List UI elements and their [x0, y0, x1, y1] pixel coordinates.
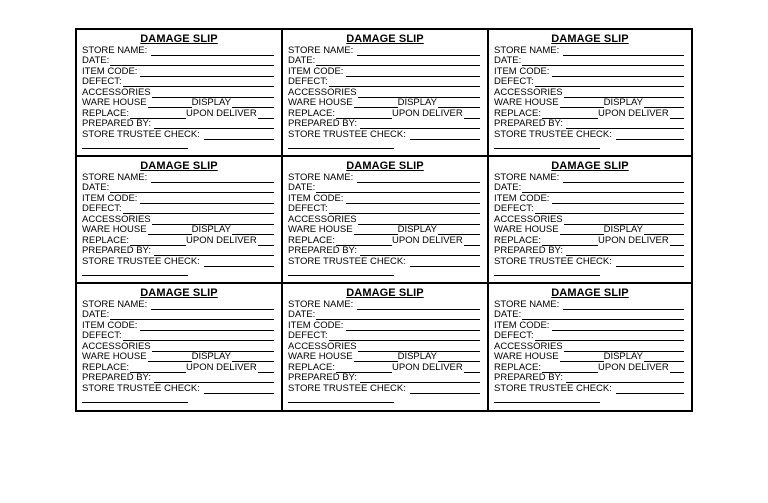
defect-field[interactable] — [82, 77, 274, 87]
date-label: DATE: — [288, 55, 316, 66]
defect-line[interactable] — [123, 332, 274, 341]
store-trustee-check-field[interactable] — [288, 130, 480, 140]
date-line[interactable] — [522, 184, 684, 193]
damage-slip-sheet — [75, 28, 693, 412]
date-label: DATE: — [494, 309, 522, 320]
store-trustee-check-label: STORE TRUSTEE CHECK: — [494, 383, 612, 394]
display-label: DISPLAY — [191, 97, 232, 108]
store-name-line[interactable] — [563, 47, 684, 56]
signature-line[interactable] — [288, 402, 394, 403]
ware-house-label: WARE HOUSE — [494, 351, 559, 362]
date-line[interactable] — [110, 57, 274, 66]
store-name-field[interactable] — [82, 173, 274, 183]
prepared-by-line[interactable] — [360, 120, 480, 129]
prepared-by-label: PREPARED BY: — [288, 245, 357, 256]
date-field[interactable] — [82, 183, 274, 193]
store-trustee-check-field[interactable] — [82, 384, 274, 394]
item-code-label: ITEM CODE: — [494, 193, 550, 204]
store-name-field[interactable] — [288, 300, 480, 310]
upon-deliver-label: UPON DELIVER — [598, 362, 669, 373]
replace-label: REPLACE: — [82, 235, 129, 246]
slip-title: DAMAGE SLIP — [346, 33, 424, 45]
replace-label: REPLACE: — [82, 362, 129, 373]
store-trustee-check-field[interactable] — [82, 257, 274, 267]
store-name-line[interactable] — [151, 174, 274, 183]
date-line[interactable] — [316, 57, 480, 66]
accessories-label: ACCESSORIES — [82, 341, 151, 352]
ware-house-line[interactable] — [148, 226, 192, 235]
prepared-by-label: PREPARED BY: — [494, 245, 563, 256]
item-code-label: ITEM CODE: — [82, 320, 138, 331]
upon-deliver-label: UPON DELIVER — [186, 108, 257, 119]
item-code-label: ITEM CODE: — [288, 320, 344, 331]
damage-slip-r3-c1 — [77, 284, 283, 410]
display-line[interactable] — [644, 226, 684, 235]
date-label: DATE: — [82, 309, 110, 320]
display-label: DISPLAY — [603, 97, 644, 108]
store-trustee-check-line[interactable] — [204, 131, 274, 140]
item-code-line[interactable] — [140, 322, 274, 331]
defect-line[interactable] — [329, 205, 480, 214]
warehouse-display-field[interactable] — [288, 98, 480, 108]
signature-line[interactable] — [494, 402, 600, 403]
ware-house-label: WARE HOUSE — [288, 97, 353, 108]
defect-label: DEFECT: — [82, 203, 122, 214]
prepared-by-field[interactable] — [288, 373, 480, 383]
defect-label: DEFECT: — [494, 76, 534, 87]
accessories-label: ACCESSORIES — [494, 341, 563, 352]
upon-deliver-line[interactable] — [670, 364, 684, 373]
prepared-by-line[interactable] — [360, 374, 480, 383]
slip-title: DAMAGE SLIP — [551, 287, 629, 299]
ware-house-label: WARE HOUSE — [494, 97, 559, 108]
prepared-by-field[interactable] — [82, 119, 274, 129]
prepared-by-label: PREPARED BY: — [82, 118, 151, 129]
date-label: DATE: — [288, 309, 316, 320]
store-trustee-check-line[interactable] — [616, 385, 684, 394]
upon-deliver-line[interactable] — [464, 364, 480, 373]
date-field[interactable] — [494, 56, 684, 66]
defect-line[interactable] — [123, 205, 274, 214]
warehouse-display-field[interactable] — [288, 352, 480, 362]
store-name-line[interactable] — [357, 301, 480, 310]
display-line[interactable] — [438, 353, 480, 362]
store-name-field[interactable] — [494, 173, 684, 183]
damage-slip-r3-c3 — [489, 284, 691, 410]
prepared-by-line[interactable] — [566, 374, 684, 383]
ware-house-label: WARE HOUSE — [494, 224, 559, 235]
replace-label: REPLACE: — [288, 235, 335, 246]
upon-deliver-line[interactable] — [464, 237, 480, 246]
date-label: DATE: — [82, 55, 110, 66]
slip-title: DAMAGE SLIP — [551, 160, 629, 172]
slip-title: DAMAGE SLIP — [551, 33, 629, 45]
item-code-line[interactable] — [552, 68, 684, 77]
date-field[interactable] — [82, 310, 274, 320]
item-code-line[interactable] — [552, 195, 684, 204]
ware-house-line[interactable] — [354, 353, 398, 362]
store-name-line[interactable] — [357, 47, 480, 56]
date-label: DATE: — [82, 182, 110, 193]
damage-slip-r2-c3 — [489, 157, 691, 284]
replace-label: REPLACE: — [288, 362, 335, 373]
prepared-by-line[interactable] — [154, 374, 274, 383]
prepared-by-label: PREPARED BY: — [288, 118, 357, 129]
accessories-label: ACCESSORIES — [82, 214, 151, 225]
date-label: DATE: — [288, 182, 316, 193]
display-line[interactable] — [438, 99, 480, 108]
store-trustee-check-field[interactable] — [494, 384, 684, 394]
store-trustee-check-line[interactable] — [204, 385, 274, 394]
store-name-label: STORE NAME: — [288, 45, 354, 56]
replace-label: REPLACE: — [494, 362, 541, 373]
store-trustee-check-line[interactable] — [616, 258, 684, 267]
defect-line[interactable] — [535, 332, 684, 341]
defect-field[interactable] — [494, 331, 684, 341]
damage-slip-r1-c1 — [77, 30, 283, 157]
date-field[interactable] — [82, 56, 274, 66]
ware-house-line[interactable] — [148, 99, 192, 108]
date-field[interactable] — [494, 310, 684, 320]
item-code-label: ITEM CODE: — [288, 193, 344, 204]
display-label: DISPLAY — [603, 351, 644, 362]
upon-deliver-line[interactable] — [258, 364, 274, 373]
date-line[interactable] — [522, 311, 684, 320]
display-label: DISPLAY — [191, 351, 232, 362]
upon-deliver-line[interactable] — [670, 237, 684, 246]
upon-deliver-label: UPON DELIVER — [598, 235, 669, 246]
slip-title: DAMAGE SLIP — [346, 287, 424, 299]
slip-grid — [77, 30, 691, 410]
store-trustee-check-label: STORE TRUSTEE CHECK: — [288, 129, 406, 140]
ware-house-line[interactable] — [560, 353, 604, 362]
item-code-line[interactable] — [140, 195, 274, 204]
prepared-by-line[interactable] — [154, 247, 274, 256]
ware-house-label: WARE HOUSE — [82, 224, 147, 235]
item-code-line[interactable] — [346, 195, 480, 204]
accessories-label: ACCESSORIES — [494, 87, 563, 98]
store-name-label: STORE NAME: — [82, 299, 148, 310]
store-trustee-check-field[interactable] — [288, 257, 480, 267]
display-line[interactable] — [232, 99, 274, 108]
ware-house-label: WARE HOUSE — [288, 351, 353, 362]
defect-label: DEFECT: — [494, 330, 534, 341]
store-name-line[interactable] — [151, 301, 274, 310]
display-line[interactable] — [644, 353, 684, 362]
prepared-by-line[interactable] — [360, 247, 480, 256]
store-name-label: STORE NAME: — [82, 45, 148, 56]
damage-slip-r1-c3 — [489, 30, 691, 157]
store-trustee-check-line[interactable] — [204, 258, 274, 267]
damage-slip-r3-c2 — [283, 284, 489, 410]
signature-line[interactable] — [288, 275, 394, 276]
store-name-label: STORE NAME: — [82, 172, 148, 183]
store-trustee-check-label: STORE TRUSTEE CHECK: — [82, 383, 200, 394]
item-code-line[interactable] — [346, 322, 480, 331]
defect-label: DEFECT: — [288, 203, 328, 214]
defect-field[interactable] — [82, 204, 274, 214]
display-label: DISPLAY — [397, 97, 438, 108]
display-label: DISPLAY — [603, 224, 644, 235]
store-trustee-check-label: STORE TRUSTEE CHECK: — [494, 129, 612, 140]
date-field[interactable] — [288, 56, 480, 66]
prepared-by-label: PREPARED BY: — [288, 372, 357, 383]
display-label: DISPLAY — [397, 351, 438, 362]
prepared-by-field[interactable] — [494, 246, 684, 256]
upon-deliver-label: UPON DELIVER — [186, 362, 257, 373]
slip-title: DAMAGE SLIP — [346, 160, 424, 172]
item-code-line[interactable] — [552, 322, 684, 331]
defect-label: DEFECT: — [288, 76, 328, 87]
defect-label: DEFECT: — [82, 330, 122, 341]
date-field[interactable] — [494, 183, 684, 193]
replace-label: REPLACE: — [494, 235, 541, 246]
store-trustee-check-label: STORE TRUSTEE CHECK: — [82, 129, 200, 140]
display-line[interactable] — [438, 226, 480, 235]
date-label: DATE: — [494, 182, 522, 193]
ware-house-line[interactable] — [354, 99, 398, 108]
replace-label: REPLACE: — [288, 108, 335, 119]
prepared-by-line[interactable] — [154, 120, 274, 129]
defect-field[interactable] — [288, 204, 480, 214]
store-name-field[interactable] — [82, 46, 274, 56]
upon-deliver-line[interactable] — [258, 237, 274, 246]
ware-house-line[interactable] — [354, 226, 398, 235]
display-line[interactable] — [232, 353, 274, 362]
defect-field[interactable] — [288, 77, 480, 87]
signature-line[interactable] — [288, 148, 394, 149]
defect-line[interactable] — [535, 78, 684, 87]
display-label: DISPLAY — [397, 224, 438, 235]
date-line[interactable] — [522, 57, 684, 66]
store-name-field[interactable] — [494, 300, 684, 310]
prepared-by-line[interactable] — [566, 120, 684, 129]
accessories-label: ACCESSORIES — [494, 214, 563, 225]
signature-line[interactable] — [82, 275, 188, 276]
warehouse-display-field[interactable] — [82, 225, 274, 235]
prepared-by-line[interactable] — [566, 247, 684, 256]
date-line[interactable] — [316, 184, 480, 193]
upon-deliver-line[interactable] — [464, 110, 480, 119]
warehouse-display-field[interactable] — [494, 225, 684, 235]
signature-line[interactable] — [494, 275, 600, 276]
prepared-by-label: PREPARED BY: — [82, 372, 151, 383]
store-trustee-check-label: STORE TRUSTEE CHECK: — [288, 383, 406, 394]
defect-label: DEFECT: — [288, 330, 328, 341]
upon-deliver-label: UPON DELIVER — [598, 108, 669, 119]
display-line[interactable] — [232, 226, 274, 235]
upon-deliver-label: UPON DELIVER — [392, 235, 463, 246]
prepared-by-label: PREPARED BY: — [494, 118, 563, 129]
damage-slip-r1-c2 — [283, 30, 489, 157]
store-name-label: STORE NAME: — [494, 45, 560, 56]
upon-deliver-line[interactable] — [670, 110, 684, 119]
store-trustee-check-label: STORE TRUSTEE CHECK: — [494, 256, 612, 267]
accessories-label: ACCESSORIES — [82, 87, 151, 98]
date-label: DATE: — [494, 55, 522, 66]
date-line[interactable] — [316, 311, 480, 320]
accessories-label: ACCESSORIES — [288, 214, 357, 225]
signature-line[interactable] — [82, 148, 188, 149]
date-field[interactable] — [288, 183, 480, 193]
store-name-label: STORE NAME: — [288, 172, 354, 183]
slip-title: DAMAGE SLIP — [140, 160, 218, 172]
item-code-label: ITEM CODE: — [288, 66, 344, 77]
item-code-line[interactable] — [140, 68, 274, 77]
date-line[interactable] — [110, 311, 274, 320]
replace-label: REPLACE: — [494, 108, 541, 119]
store-trustee-check-field[interactable] — [494, 257, 684, 267]
store-trustee-check-field[interactable] — [288, 384, 480, 394]
defect-field[interactable] — [494, 77, 684, 87]
defect-field[interactable] — [82, 331, 274, 341]
date-field[interactable] — [288, 310, 480, 320]
store-name-line[interactable] — [563, 301, 684, 310]
store-trustee-check-label: STORE TRUSTEE CHECK: — [288, 256, 406, 267]
store-name-line[interactable] — [357, 174, 480, 183]
defect-line[interactable] — [329, 332, 480, 341]
store-name-label: STORE NAME: — [494, 299, 560, 310]
store-name-label: STORE NAME: — [494, 172, 560, 183]
item-code-label: ITEM CODE: — [82, 193, 138, 204]
date-line[interactable] — [110, 184, 274, 193]
signature-line[interactable] — [82, 402, 188, 403]
item-code-label: ITEM CODE: — [82, 66, 138, 77]
replace-label: REPLACE: — [82, 108, 129, 119]
item-code-label: ITEM CODE: — [494, 66, 550, 77]
store-trustee-check-line[interactable] — [616, 131, 684, 140]
prepared-by-field[interactable] — [288, 246, 480, 256]
store-name-field[interactable] — [494, 46, 684, 56]
signature-line[interactable] — [494, 148, 600, 149]
ware-house-label: WARE HOUSE — [82, 97, 147, 108]
prepared-by-field[interactable] — [494, 373, 684, 383]
store-name-label: STORE NAME: — [288, 299, 354, 310]
store-name-field[interactable] — [288, 173, 480, 183]
slip-title: DAMAGE SLIP — [140, 287, 218, 299]
defect-field[interactable] — [288, 331, 480, 341]
store-trustee-check-line[interactable] — [410, 258, 480, 267]
warehouse-display-field[interactable] — [494, 98, 684, 108]
warehouse-display-field[interactable] — [82, 352, 274, 362]
defect-field[interactable] — [494, 204, 684, 214]
store-trustee-check-line[interactable] — [410, 385, 480, 394]
store-trustee-check-line[interactable] — [410, 131, 480, 140]
warehouse-display-field[interactable] — [288, 225, 480, 235]
prepared-by-field[interactable] — [288, 119, 480, 129]
ware-house-line[interactable] — [148, 353, 192, 362]
damage-slip-r2-c1 — [77, 157, 283, 284]
prepared-by-label: PREPARED BY: — [82, 245, 151, 256]
store-name-line[interactable] — [151, 47, 274, 56]
prepared-by-field[interactable] — [82, 373, 274, 383]
upon-deliver-line[interactable] — [258, 110, 274, 119]
ware-house-label: WARE HOUSE — [82, 351, 147, 362]
prepared-by-label: PREPARED BY: — [494, 372, 563, 383]
display-line[interactable] — [644, 99, 684, 108]
defect-label: DEFECT: — [494, 203, 534, 214]
upon-deliver-label: UPON DELIVER — [392, 362, 463, 373]
ware-house-line[interactable] — [560, 99, 604, 108]
prepared-by-field[interactable] — [494, 119, 684, 129]
store-trustee-check-label: STORE TRUSTEE CHECK: — [82, 256, 200, 267]
accessories-label: ACCESSORIES — [288, 87, 357, 98]
ware-house-label: WARE HOUSE — [288, 224, 353, 235]
prepared-by-field[interactable] — [82, 246, 274, 256]
accessories-label: ACCESSORIES — [288, 341, 357, 352]
display-label: DISPLAY — [191, 224, 232, 235]
store-name-field[interactable] — [288, 46, 480, 56]
upon-deliver-label: UPON DELIVER — [392, 108, 463, 119]
ware-house-line[interactable] — [560, 226, 604, 235]
store-name-line[interactable] — [563, 174, 684, 183]
store-trustee-check-field[interactable] — [82, 130, 274, 140]
warehouse-display-field[interactable] — [82, 98, 274, 108]
store-name-field[interactable] — [82, 300, 274, 310]
item-code-label: ITEM CODE: — [494, 320, 550, 331]
defect-label: DEFECT: — [82, 76, 122, 87]
item-code-line[interactable] — [346, 68, 480, 77]
defect-line[interactable] — [123, 78, 274, 87]
defect-line[interactable] — [329, 78, 480, 87]
warehouse-display-field[interactable] — [494, 352, 684, 362]
slip-title: DAMAGE SLIP — [140, 33, 218, 45]
defect-line[interactable] — [535, 205, 684, 214]
damage-slip-r2-c2 — [283, 157, 489, 284]
store-trustee-check-field[interactable] — [494, 130, 684, 140]
upon-deliver-label: UPON DELIVER — [186, 235, 257, 246]
